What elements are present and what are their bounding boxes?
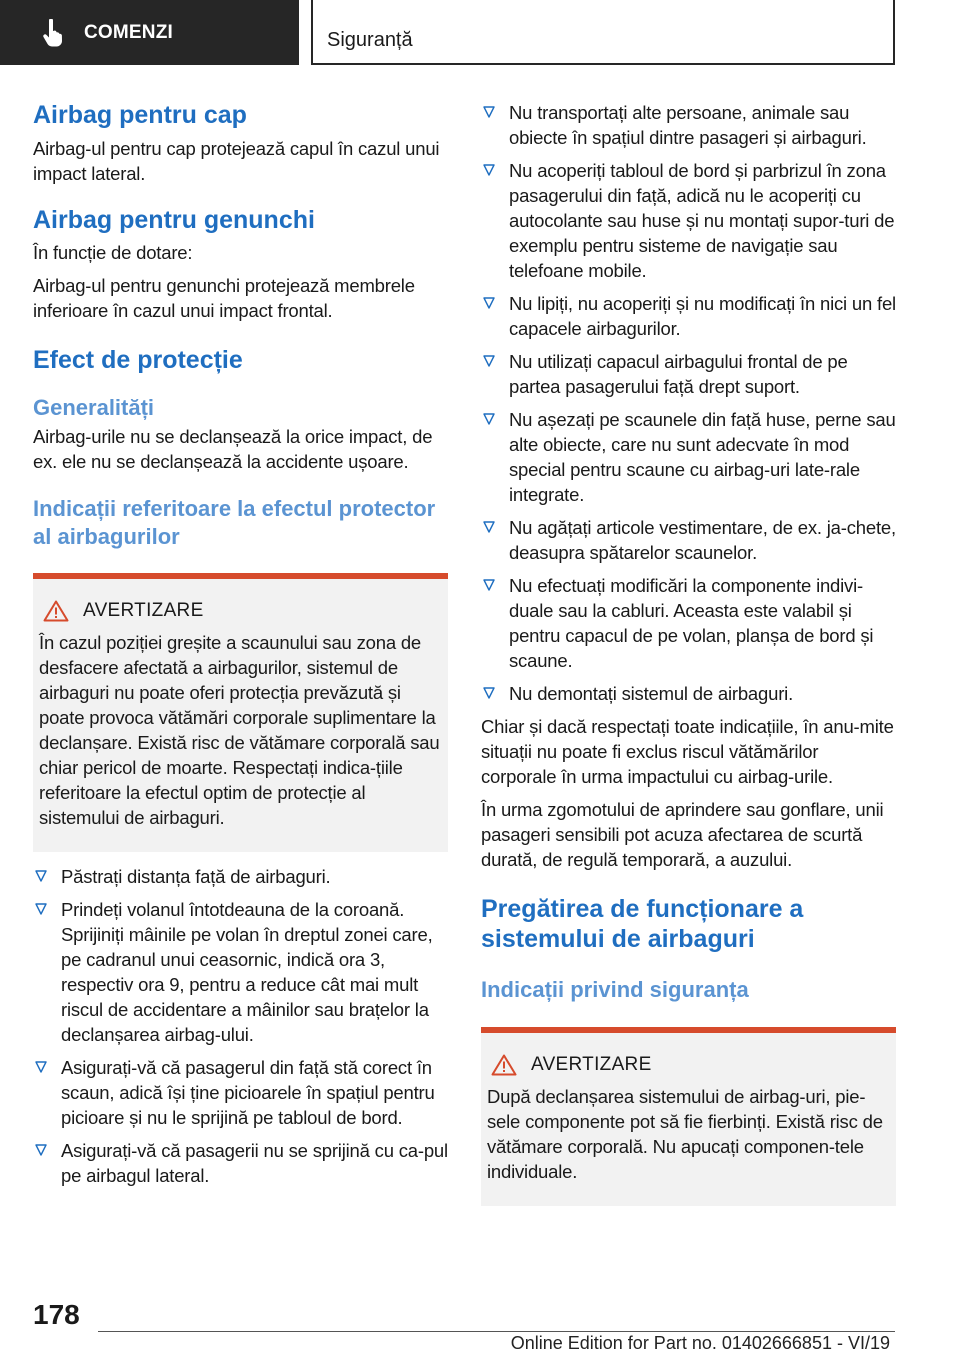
triangle-bullet-icon	[482, 520, 496, 534]
list-item: Nu agățați articole vestimentare, de ex. ja-chete, deasupra spătarelor scaunelor.	[481, 515, 896, 565]
triangle-bullet-icon	[482, 412, 496, 426]
triangle-bullet-icon	[482, 578, 496, 592]
warning-box	[33, 573, 448, 852]
triangle-bullet-icon	[482, 354, 496, 368]
heading-airbag-cap: Airbag pentru cap	[33, 101, 247, 129]
list-item: Nu transportați alte persoane, animale sau obiecte în spațiul dintre pasageri și airbaguri.	[481, 100, 896, 150]
section-tab[interactable]	[0, 0, 299, 65]
page-title: Siguranță	[327, 29, 413, 51]
triangle-bullet-icon	[482, 105, 496, 119]
triangle-bullet-icon	[34, 869, 48, 883]
pointing-hand-icon	[40, 18, 66, 48]
heading-indicatii-siguranta: Indicații privind siguranța	[481, 977, 749, 1002]
list-item: Nu acoperiți tabloul de bord și parbrizul în zona pasagerului din față, adică nu le acoperiți cu autocolante sau huse și nu montați supor-turi de exemplu pentru sisteme de navigație sau telefoane mobile.	[481, 158, 896, 283]
warning-text: După declanșarea sistemului de airbag-uri, pie-sele componente pot să fie fierbinți. Există risc de vătămare corporală. Nu apucați componen-tele individuale.	[487, 1086, 883, 1182]
text-dotare: În funcție de dotare:	[33, 242, 193, 263]
triangle-bullet-icon	[482, 686, 496, 700]
heading-efect-protectie: Efect de protecție	[33, 346, 243, 374]
triangle-bullet-icon	[34, 902, 48, 916]
warning-title: AVERTIZARE	[531, 1054, 652, 1075]
heading-pregatire: Pregătirea de funcționare a sistemului de airbaguri	[481, 895, 804, 953]
list-item: Asigurați-vă că pasagerii nu se sprijină cu ca-pul pe airbagul lateral.	[33, 1138, 448, 1188]
section-label: COMENZI	[84, 21, 174, 43]
text-zgomot: În urma zgomotului de aprindere sau gonflare, unii pasageri sensibili pot acuza afectarea de scurtă durată, de regulă temporară, a auzului.	[481, 799, 884, 870]
warning-header	[43, 599, 440, 623]
left-column	[33, 100, 448, 1188]
list-item: Nu efectuați modificări la componente indivi-duale sau la cabluri. Aceasta este valabil și pentru capacul de pe volan, planșa de bord și scaune.	[481, 573, 896, 673]
page-header	[311, 0, 895, 65]
list-item: Nu așezați pe scaunele din față huse, perne sau alte obiecte, care nu sunt adecvate în mod special pentru scaune cu airbag-uri late-rale integrate.	[481, 407, 896, 507]
warning-box	[481, 1027, 896, 1206]
list-item: Nu utilizați capacul airbagului frontal de pe partea pasagerului față drept suport.	[481, 349, 896, 399]
text-airbag-genunchi: Airbag-ul pentru genunchi protejează membrele inferioare în cazul unui impact frontal.	[33, 275, 415, 321]
footer-divider	[98, 1331, 895, 1332]
triangle-bullet-icon	[34, 1143, 48, 1157]
warning-header	[491, 1053, 888, 1077]
text-generalitati: Airbag-urile nu se declanșează la orice impact, de ex. ele nu se declanșează la accidente ușoare.	[33, 426, 433, 472]
triangle-bullet-icon	[34, 1060, 48, 1074]
footer-edition: Online Edition for Part no. 01402666851 - VI/19	[510, 1333, 890, 1353]
list-item: Prindeți volanul întotdeauna de la coroană. Sprijiniți mâinile pe volan în dreptul zonei care, pe cadranul unui ceasornic, indică ora 3, respectiv ora 9, pentru a reduce cât mai mult riscul de accidentare a mâinilor sau brațelor la declanșarea airbag-ului.	[33, 897, 448, 1047]
list-item: Nu lipiți, nu acoperiți și nu modificați în nici un fel capacele airbagurilor.	[481, 291, 896, 341]
page-number: 178	[33, 1299, 80, 1330]
text-chiar-daca: Chiar și dacă respectați toate indicațiile, în anu-mite situații nu poate fi exclus riscul vătămărilor corporale în urma impactului cu airbag-urile.	[481, 716, 894, 787]
right-column	[481, 100, 896, 1206]
heading-airbag-genunchi: Airbag pentru genunchi	[33, 206, 315, 234]
warning-text: În cazul poziției greșite a scaunului sau zona de desfacere afectată a airbagurilor, sistemul de airbaguri nu poate oferi protecția prevăzută și poate provoca vătămări corporale suplimentare la declanșare. Există risc de vătămare corporală sau chiar pericol de moarte. Respectați indica-țiile referitoare la efectul optim de protecție al sistemului de airbaguri.	[39, 632, 440, 828]
bullet-list-right	[481, 100, 896, 706]
warning-title: AVERTIZARE	[83, 600, 204, 621]
list-item: Nu demontați sistemul de airbaguri.	[481, 681, 896, 706]
warning-triangle-icon	[491, 1054, 517, 1076]
list-item: Asigurați-vă că pasagerul din față stă corect în scaun, adică își ține picioarele în spațiul pentru picioare și nu le sprijină pe tabloul de bord.	[33, 1055, 448, 1130]
text-airbag-cap: Airbag-ul pentru cap protejează capul în cazul unui impact lateral.	[33, 138, 440, 184]
heading-generalitati: Generalități	[33, 395, 155, 420]
bullet-list-left	[33, 864, 448, 1188]
list-item: Păstrați distanța față de airbaguri.	[33, 864, 448, 889]
triangle-bullet-icon	[482, 296, 496, 310]
triangle-bullet-icon	[482, 163, 496, 177]
heading-indicatii-efect: Indicații referitoare la efectul protector al airbagurilor	[33, 496, 436, 549]
warning-triangle-icon	[43, 600, 69, 622]
